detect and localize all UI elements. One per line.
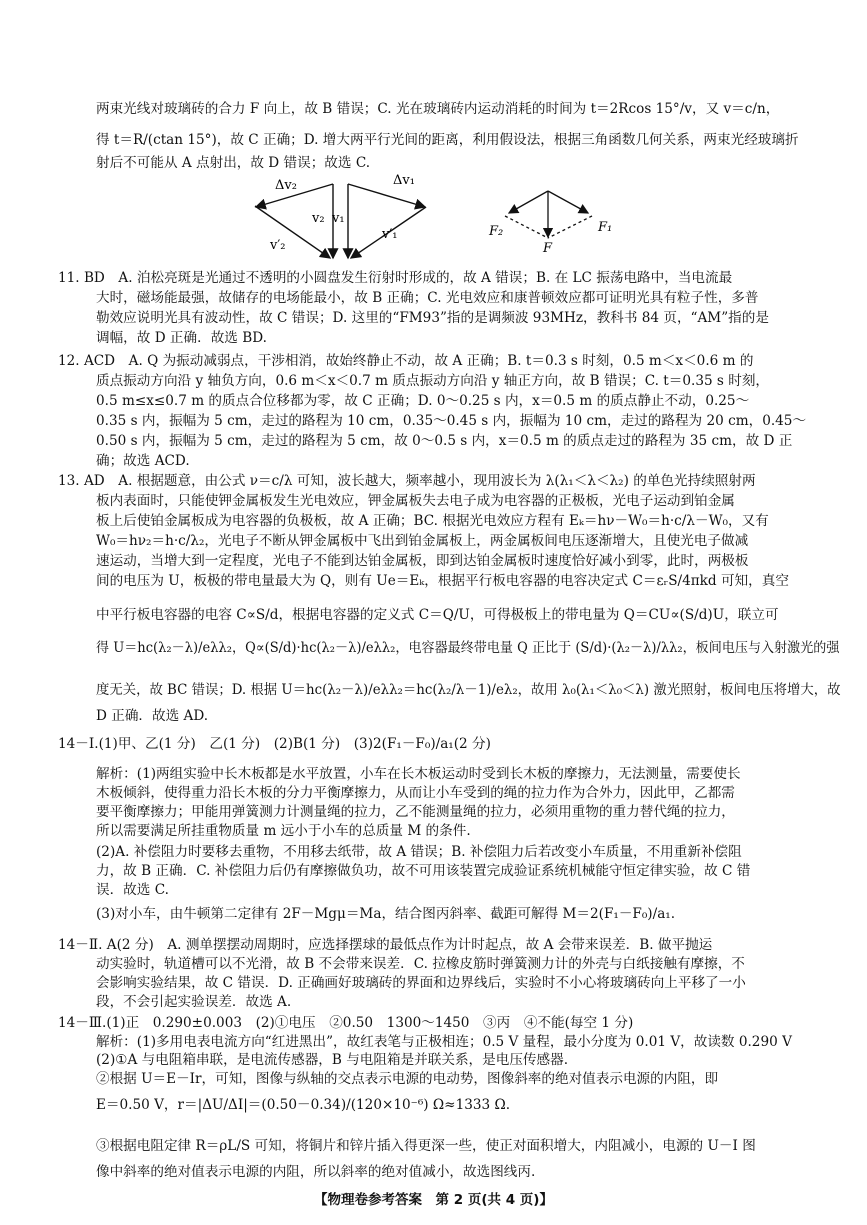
text-line: 要平衡摩擦力；甲能用弹簧测力计测量绳的拉力，乙不能测量绳的拉力，必须用重物的重力替代绳的拉力， — [96, 804, 735, 820]
text-line: 速运动，当增大到一定程度，光电子不能到达铂金属板，即到达铂金属板时速度恰好减小到零，此时，两极板 — [96, 553, 749, 569]
text-line: 得 U＝hc(λ₂－λ)/eλλ₂，Q∝(S/d)·hc(λ₂－λ)/eλλ₂，电容器最终带电量 Q 正比于 (S/d)·(λ₂－λ)/λλ₂，板间电压与入射激光的强 — [96, 640, 840, 656]
text-line: 14－Ⅰ.(1)甲、乙(1 分) 乙(1 分) (2)B(1 分) (3)2(F₁－F₀)/a₁(2 分) — [58, 736, 491, 752]
text-line: 11. BD A. 泊松亮斑是光通过不透明的小圆盘发生衍射时形成的，故 A 错误；B. 在 LC 振荡电路中，当电流最 — [58, 270, 733, 286]
text-line: 会影响实验结果，故 C 错误．D. 正确画好玻璃砖的界面和边界线后，实验时不小心将玻璃砖向上平移了一小 — [96, 975, 746, 991]
text-line: E＝0.50 V，r＝|ΔU/ΔI|＝(0.50－0.34)/(120×10⁻⁶) Ω≈1333 Ω. — [96, 1097, 511, 1113]
text-line: 间的电压为 U，板极的带电量最大为 Q，则有 Ue＝Eₖ，根据平行板电容器的电容决定式 C＝εᵣS/4πkd 可知，真空 — [96, 573, 789, 589]
text-line: 0.5 m≤x≤0.7 m 的质点合位移都为零，故 C 正确；D. 0～0.25 s 内，x＝0.5 m 的质点静止不动，0.25～ — [96, 393, 750, 409]
text-line: 射后不可能从 A 点射出，故 D 错误；故选 C. — [96, 155, 371, 171]
text-line: 两束光线对玻璃砖的合力 F 向上，故 B 错误；C. 光在玻璃砖内运动消耗的时间为 t＝2Rcos 15°/v，又 v＝c/n， — [96, 101, 780, 117]
text-line: (3)对小车，由牛顿第二定律有 2F－Mgμ＝Ma，结合图丙斜率、截距可解得 M＝2(F₁－F₀)/a₁. — [96, 906, 676, 922]
text-line: 0.50 s 内，振幅为 5 cm，走过的路程为 5 cm，故 0～0.5 s 内，x＝0.5 m 的质点走过的路程为 35 cm，故 D 正 — [96, 433, 793, 449]
text-line: 木板倾斜，使得重力沿长木板的分力平衡摩擦力，从而让小车受到的绳的拉力作为合外力，因此甲，乙都需 — [96, 785, 735, 801]
mid-dv-label: Δv₁ — [393, 173, 415, 188]
text-line: D 正确．故选 AD. — [96, 708, 209, 724]
mid-vprime-label: v′₁ — [382, 227, 398, 242]
text-line: 得 t＝R/(ctan 15°)，故 C 正确；D. 增大两平行光间的距离，利用假设法，根据三角函数几何关系，两束光经玻璃折 — [96, 132, 799, 148]
text-line: 14－Ⅱ. A(2 分) A. 测单摆摆动周期时，应选择摆球的最低点作为计时起点，故 A 会带来误差．B. 做平抛运 — [58, 937, 713, 953]
text-line: 中平行板电容器的电容 C∝S/d，根据电容器的定义式 C＝Q/U，可得极板上的带电量为 Q＝CU∝(S/d)U，联立可 — [96, 607, 779, 623]
page-footer: 【物理卷参考答案 第 2 页(共 4 页)】 — [314, 1192, 553, 1208]
text-line: ③根据电阻定律 R＝ρL/S 可知，将铜片和锌片插入得更深一些，使正对面积增大，内阻减小，电源的 U－I 图 — [96, 1138, 756, 1154]
text-line: 质点振动方向沿 y 轴负方向，0.6 m＜x＜0.7 m 质点振动方向沿 y 轴正方向，故 B 错误；C. t＝0.35 s 时刻， — [96, 373, 770, 389]
text-line: 13. AD A. 根据题意，由公式 ν＝c/λ 可知，波长越大，频率越小，现用波长为 λ(λ₁＜λ＜λ₂) 的单色光持续照射两 — [58, 473, 756, 489]
text-line: ②根据 U＝E－Ir，可知，图像与纵轴的交点表示电源的电动势，图像斜率的绝对值表示电源的内阻，即 — [96, 1071, 719, 1087]
left-vprime-label: v′₂ — [270, 238, 286, 253]
text-line: 板上后使铂金属板成为电容器的负极板，故 A 正确；BC. 根据光电效应方程有 Eₖ＝hν－W₀＝h·c/λ－W₀，又有 — [96, 513, 769, 529]
mid-v-label: v₁ — [332, 211, 345, 226]
text-line: 调幅，故 D 正确．故选 BD. — [96, 330, 267, 346]
text-line: 像中斜率的绝对值表示电源的内阻，所以斜率的绝对值减小，故选图线丙. — [96, 1164, 536, 1180]
text-line: 14－Ⅲ.(1)正 0.290±0.003 (2)①电压 ②0.50 1300～1450 ③丙 ④不能(每空 1 分) — [58, 1015, 634, 1031]
left-triangle — [255, 184, 333, 258]
text-line: 段，不会引起实验误差．故选 A. — [96, 994, 292, 1010]
f-label: F — [543, 241, 553, 256]
left-v-label: v₂ — [312, 211, 325, 226]
text-line: 0.35 s 内，振幅为 5 cm，走过的路程为 10 cm，0.35～0.45 s 内，振幅为 10 cm，走过的路程为 20 cm，0.45～ — [96, 413, 807, 429]
text-line: 解析：(1)多用电表电流方向“红进黑出”，故红表笔与正极相连；0.5 V 量程，最小分度为 0.01 V，故读数 0.290 V — [96, 1034, 792, 1050]
text-line: 误．故选 C. — [96, 882, 169, 898]
mid-triangle — [348, 184, 426, 258]
force-diagram — [505, 191, 592, 238]
text-line: 力，故 B 正确．C. 补偿阻力后仍有摩擦做负功，故不可用该装置完成验证系统机械能守恒定律实验，故 C 错 — [96, 863, 751, 879]
f1-label: F₁ — [598, 220, 613, 235]
text-line: 解析：(1)两组实验中长木板都是水平放置，小车在长木板运动时受到长木板的摩擦力，无法测量，需要使长 — [96, 766, 741, 782]
text-line: 12. ACD A. Q 为振动减弱点，干涉相消，故始终静止不动，故 A 正确；B. t＝0.3 s 时刻，0.5 m＜x＜0.6 m 的 — [58, 353, 754, 369]
text-line: 确；故选 ACD. — [96, 453, 190, 469]
text-line: 大时，磁场能最强，故储存的电场能最小，故 B 正确；C. 光电效应和康普顿效应都可证明光具有粒子性，多普 — [96, 290, 759, 306]
text-line: (2)A. 补偿阻力时要移去重物，不用移去纸带，故 A 错误；B. 补偿阻力后若改变小车质量，不用重新补偿阻 — [96, 844, 742, 860]
text-line: 动实验时，轨道槽可以不光滑，故 B 不会带来误差．C. 拉橡皮筋时弹簧测力计的外壳与白纸接触有摩擦，不 — [96, 956, 745, 972]
text-line: 所以需要满足所挂重物质量 m 远小于小车的总质量 M 的条件. — [96, 823, 471, 839]
text-line: W₀＝hν₂＝h·c/λ₂，光电子不断从钾金属板中飞出到铂金属板上，两金属板间电压逐渐增大，且使光电子做减 — [96, 533, 749, 549]
text-line: 板内表面时，只能使钾金属板发生光电效应，钾金属板失去电子成为电容器的正极板，光电子运动到铂金属 — [96, 493, 735, 509]
left-dv-label: Δv₂ — [275, 178, 297, 193]
text-line: (2)①A 与电阻箱串联，是电流传感器，B 与电阻箱是并联关系，是电压传感器. — [96, 1052, 569, 1068]
f2-label: F₂ — [489, 224, 504, 239]
text-line: 勒效应说明光具有波动性，故 C 错误；D. 这里的“FM93”指的是调频波 93MHz，教科书 84 页，“AM”指的是 — [96, 310, 769, 326]
text-line: 度无关，故 BC 错误；D. 根据 U＝hc(λ₂－λ)/eλλ₂＝hc(λ₂/λ－1)/eλ₂，故用 λ₀(λ₁＜λ₀＜λ) 激光照射，板间电压将增大，故 — [96, 682, 841, 698]
